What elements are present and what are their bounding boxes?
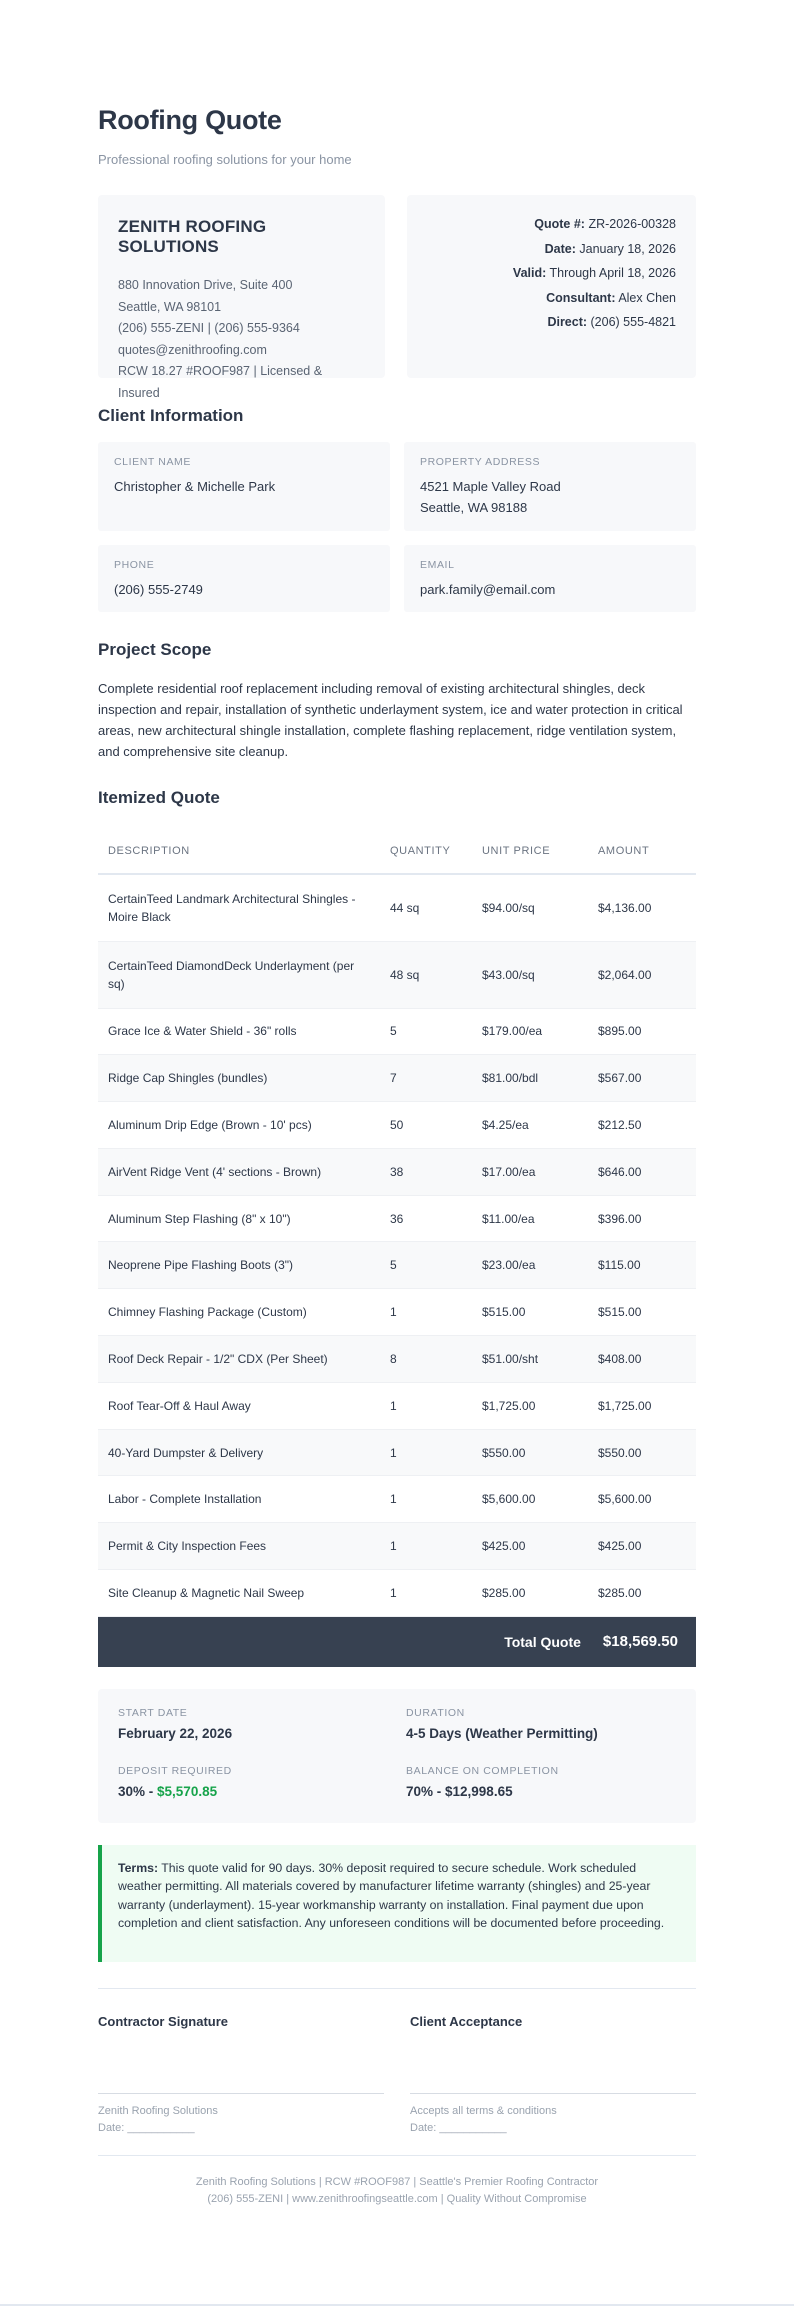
company-email: quotes@zenithroofing.com bbox=[118, 342, 267, 357]
item-amount: $515.00 bbox=[588, 1289, 696, 1336]
client-signature-sub bbox=[410, 2103, 696, 2137]
item-quantity: 1 bbox=[380, 1289, 472, 1336]
item-description: Roof Tear-Off & Haul Away bbox=[98, 1382, 380, 1429]
deposit-label: DEPOSIT REQUIRED bbox=[118, 1765, 232, 1778]
item-description: Labor - Complete Installation bbox=[98, 1476, 380, 1523]
table-row bbox=[98, 1429, 696, 1476]
item-amount: $396.00 bbox=[588, 1195, 696, 1242]
contractor-signature-sub bbox=[98, 2103, 384, 2137]
items-header-row bbox=[98, 828, 696, 874]
deposit-percent: 30% - bbox=[118, 1784, 158, 1800]
quote-direct-label: Direct: bbox=[547, 315, 588, 330]
scope-text: Complete residential roof replacement including removal of existing architectural shingles, deck inspection and repair, installation of synthetic underlayment system, ice and water protection in critical areas, new architectural shingle installation, complete flashing replacement, ridge ventilation system, and comprehensive site cleanup. bbox=[98, 681, 683, 759]
client-accepts-text: Accepts all terms & conditions bbox=[410, 2104, 557, 2117]
duration-value: 4-5 Days (Weather Permitting) bbox=[406, 1725, 598, 1741]
item-unit-price: $81.00/bdl bbox=[472, 1055, 588, 1102]
property-address-field bbox=[404, 442, 696, 531]
client-email-label: EMAIL bbox=[420, 559, 455, 571]
quote-meta-card bbox=[407, 195, 696, 378]
table-row bbox=[98, 1570, 696, 1617]
quote-direct bbox=[427, 310, 676, 335]
items-heading: Itemized Quote bbox=[98, 788, 220, 807]
quote-number-label: Quote #: bbox=[534, 217, 585, 231]
col-unit-price: UNIT PRICE bbox=[472, 828, 588, 874]
item-description: Permit & City Inspection Fees bbox=[98, 1523, 380, 1570]
balance-label: BALANCE ON COMPLETION bbox=[406, 1765, 559, 1778]
item-amount: $4,136.00 bbox=[588, 874, 696, 941]
company-phones: (206) 555-ZENI | (206) 555-9364 bbox=[118, 321, 300, 335]
item-unit-price: $179.00/ea bbox=[472, 1008, 588, 1055]
item-unit-price: $11.00/ea bbox=[472, 1195, 588, 1242]
item-description: Aluminum Drip Edge (Brown - 10' pcs) bbox=[98, 1102, 380, 1149]
deposit-value bbox=[118, 1784, 406, 1799]
company-card bbox=[98, 195, 385, 400]
table-row bbox=[98, 1102, 696, 1149]
property-address-label: PROPERTY ADDRESS bbox=[420, 456, 541, 468]
deposit-block bbox=[118, 1765, 406, 1805]
table-row bbox=[98, 1523, 696, 1570]
client-email-value: park.family@email.com bbox=[420, 582, 556, 597]
item-unit-price: $17.00/ea bbox=[472, 1148, 588, 1195]
table-row bbox=[98, 1148, 696, 1195]
item-unit-price: $51.00/sht bbox=[472, 1336, 588, 1383]
item-unit-price: $23.00/ea bbox=[472, 1242, 588, 1289]
contractor-date-line: Date: ___________ bbox=[98, 2121, 195, 2134]
property-address-line1: 4521 Maple Valley Road bbox=[420, 479, 561, 494]
item-description: Aluminum Step Flashing (8" x 10") bbox=[98, 1195, 380, 1242]
total-bar bbox=[98, 1617, 696, 1667]
item-description: CertainTeed Landmark Architectural Shingles - Moire Black bbox=[98, 874, 380, 941]
item-description: AirVent Ridge Vent (4' sections - Brown) bbox=[98, 1148, 380, 1195]
contractor-name: Zenith Roofing Solutions bbox=[98, 2104, 218, 2117]
company-address-line1: 880 Innovation Drive, Suite 400 bbox=[118, 278, 293, 292]
item-unit-price: $425.00 bbox=[472, 1523, 588, 1570]
client-name-label: CLIENT NAME bbox=[114, 456, 192, 468]
table-row bbox=[98, 1195, 696, 1242]
duration-block bbox=[406, 1707, 676, 1747]
item-description: 40-Yard Dumpster & Delivery bbox=[98, 1429, 380, 1476]
table-row bbox=[98, 1289, 696, 1336]
page-footer bbox=[98, 2174, 696, 2208]
item-amount: $425.00 bbox=[588, 1523, 696, 1570]
item-amount: $2,064.00 bbox=[588, 941, 696, 1008]
contractor-signature-line[interactable] bbox=[98, 2093, 384, 2094]
company-details bbox=[118, 275, 365, 404]
client-heading: Client Information bbox=[98, 406, 244, 425]
contractor-signature bbox=[98, 2014, 384, 2137]
item-quantity: 7 bbox=[380, 1055, 472, 1102]
item-unit-price: $43.00/sq bbox=[472, 941, 588, 1008]
client-name-value: Christopher & Michelle Park bbox=[114, 479, 276, 494]
item-amount: $408.00 bbox=[588, 1336, 696, 1383]
company-name: ZENITH ROOFING SOLUTIONS bbox=[118, 217, 267, 256]
col-quantity: QUANTITY bbox=[380, 828, 472, 874]
start-date-block bbox=[118, 1707, 406, 1747]
item-amount: $567.00 bbox=[588, 1055, 696, 1102]
quote-valid-value: Through April 18, 2026 bbox=[549, 266, 676, 281]
property-address-value bbox=[420, 476, 680, 518]
item-unit-price: $5,600.00 bbox=[472, 1476, 588, 1523]
footer-line2: (206) 555-ZENI | www.zenithroofingseattle.com | Quality Without Compromise bbox=[207, 2192, 587, 2205]
item-unit-price: $1,725.00 bbox=[472, 1382, 588, 1429]
item-amount: $115.00 bbox=[588, 1242, 696, 1289]
client-email-field bbox=[404, 545, 696, 612]
item-quantity: 5 bbox=[380, 1242, 472, 1289]
items-table bbox=[98, 828, 696, 1617]
terms-label: Terms: bbox=[118, 1860, 159, 1875]
company-license: RCW 18.27 #ROOF987 | Licensed & Insured bbox=[118, 364, 323, 400]
item-description: Ridge Cap Shingles (bundles) bbox=[98, 1055, 380, 1102]
signature-divider bbox=[98, 1988, 696, 1989]
item-quantity: 38 bbox=[380, 1148, 472, 1195]
quote-consultant-value: Alex Chen bbox=[618, 290, 676, 305]
footer-divider bbox=[98, 2155, 696, 2156]
item-quantity: 48 sq bbox=[380, 941, 472, 1008]
item-description: Site Cleanup & Magnetic Nail Sweep bbox=[98, 1570, 380, 1617]
quote-consultant-label: Consultant: bbox=[546, 290, 616, 305]
quote-valid-label: Valid: bbox=[512, 266, 547, 281]
table-row bbox=[98, 1382, 696, 1429]
page-title: Roofing Quote bbox=[98, 105, 282, 135]
start-date-value: February 22, 2026 bbox=[118, 1725, 233, 1741]
client-acceptance bbox=[410, 2014, 696, 2137]
quote-date-label: Date: bbox=[544, 241, 576, 256]
quote-number-value: ZR-2026-00328 bbox=[588, 217, 676, 231]
terms-text: This quote valid for 90 days. 30% deposit required to secure schedule. Work scheduled weather permitting. All materials covered by manufacturer lifetime warranty (shingles) and 25-year warranty (underlayment). 15-year workmanship warranty on installation. Final payment due upon completion and client satisfaction. Any unforeseen conditions will be documented before proceeding. bbox=[118, 1860, 665, 1931]
total-label: Total Quote bbox=[504, 1633, 581, 1650]
schedule-card bbox=[98, 1689, 696, 1823]
table-row bbox=[98, 1242, 696, 1289]
client-phone-value: (206) 555-2749 bbox=[114, 582, 203, 597]
quote-date-value: January 18, 2026 bbox=[579, 241, 676, 256]
item-quantity: 1 bbox=[380, 1570, 472, 1617]
property-address-line2: Seattle, WA 98188 bbox=[420, 500, 528, 515]
footer-line1: Zenith Roofing Solutions | RCW #ROOF987 | Seattle's Premier Roofing Contractor bbox=[195, 2175, 599, 2188]
client-signature-line[interactable] bbox=[410, 2093, 696, 2094]
item-quantity: 1 bbox=[380, 1523, 472, 1570]
item-amount: $212.50 bbox=[588, 1102, 696, 1149]
table-row bbox=[98, 941, 696, 1008]
client-acceptance-title: Client Acceptance bbox=[410, 2013, 523, 2029]
col-description: DESCRIPTION bbox=[98, 828, 380, 874]
quote-consultant bbox=[427, 286, 676, 311]
table-row bbox=[98, 1055, 696, 1102]
item-quantity: 36 bbox=[380, 1195, 472, 1242]
col-amount: AMOUNT bbox=[588, 828, 696, 874]
table-row bbox=[98, 874, 696, 941]
deposit-amount: $5,570.85 bbox=[157, 1784, 218, 1800]
duration-label: DURATION bbox=[406, 1706, 465, 1719]
quote-date bbox=[427, 237, 676, 262]
item-description: Chimney Flashing Package (Custom) bbox=[98, 1289, 380, 1336]
item-amount: $285.00 bbox=[588, 1570, 696, 1617]
item-quantity: 44 sq bbox=[380, 874, 472, 941]
balance-value: 70% - $12,998.65 bbox=[406, 1784, 513, 1800]
total-value: $18,569.50 bbox=[602, 1633, 678, 1651]
contractor-signature-title: Contractor Signature bbox=[98, 2013, 229, 2029]
start-date-label: START DATE bbox=[118, 1706, 188, 1719]
header-cards bbox=[98, 195, 696, 400]
item-amount: $1,725.00 bbox=[588, 1382, 696, 1429]
item-description: Neoprene Pipe Flashing Boots (3") bbox=[98, 1242, 380, 1289]
quote-direct-value: (206) 555-4821 bbox=[590, 315, 676, 330]
item-amount: $646.00 bbox=[588, 1148, 696, 1195]
scope-heading: Project Scope bbox=[98, 640, 212, 659]
quote-number bbox=[427, 212, 676, 237]
client-date-line: Date: ___________ bbox=[410, 2121, 507, 2134]
client-info-grid bbox=[98, 442, 696, 612]
item-unit-price: $515.00 bbox=[472, 1289, 588, 1336]
item-amount: $5,600.00 bbox=[588, 1476, 696, 1523]
signature-row bbox=[98, 2014, 696, 2137]
item-quantity: 50 bbox=[380, 1102, 472, 1149]
terms-box bbox=[98, 1845, 696, 1962]
table-row bbox=[98, 1336, 696, 1383]
item-quantity: 1 bbox=[380, 1429, 472, 1476]
item-unit-price: $94.00/sq bbox=[472, 874, 588, 941]
page-subtitle: Professional roofing solutions for your home bbox=[98, 152, 352, 167]
client-phone-field bbox=[98, 545, 390, 612]
item-quantity: 1 bbox=[380, 1382, 472, 1429]
table-row bbox=[98, 1476, 696, 1523]
item-amount: $895.00 bbox=[588, 1008, 696, 1055]
item-amount: $550.00 bbox=[588, 1429, 696, 1476]
item-quantity: 5 bbox=[380, 1008, 472, 1055]
client-name-field bbox=[98, 442, 390, 531]
balance-block bbox=[406, 1765, 676, 1805]
company-address-line2: Seattle, WA 98101 bbox=[118, 299, 222, 314]
item-quantity: 1 bbox=[380, 1476, 472, 1523]
item-quantity: 8 bbox=[380, 1336, 472, 1383]
table-row bbox=[98, 1008, 696, 1055]
item-description: Grace Ice & Water Shield - 36" rolls bbox=[98, 1008, 380, 1055]
item-description: CertainTeed DiamondDeck Underlayment (per sq) bbox=[98, 941, 380, 1008]
item-unit-price: $285.00 bbox=[472, 1570, 588, 1617]
client-phone-label: PHONE bbox=[114, 559, 155, 571]
item-unit-price: $550.00 bbox=[472, 1429, 588, 1476]
item-description: Roof Deck Repair - 1/2" CDX (Per Sheet) bbox=[98, 1336, 380, 1383]
quote-valid bbox=[427, 261, 676, 286]
item-unit-price: $4.25/ea bbox=[472, 1102, 588, 1149]
